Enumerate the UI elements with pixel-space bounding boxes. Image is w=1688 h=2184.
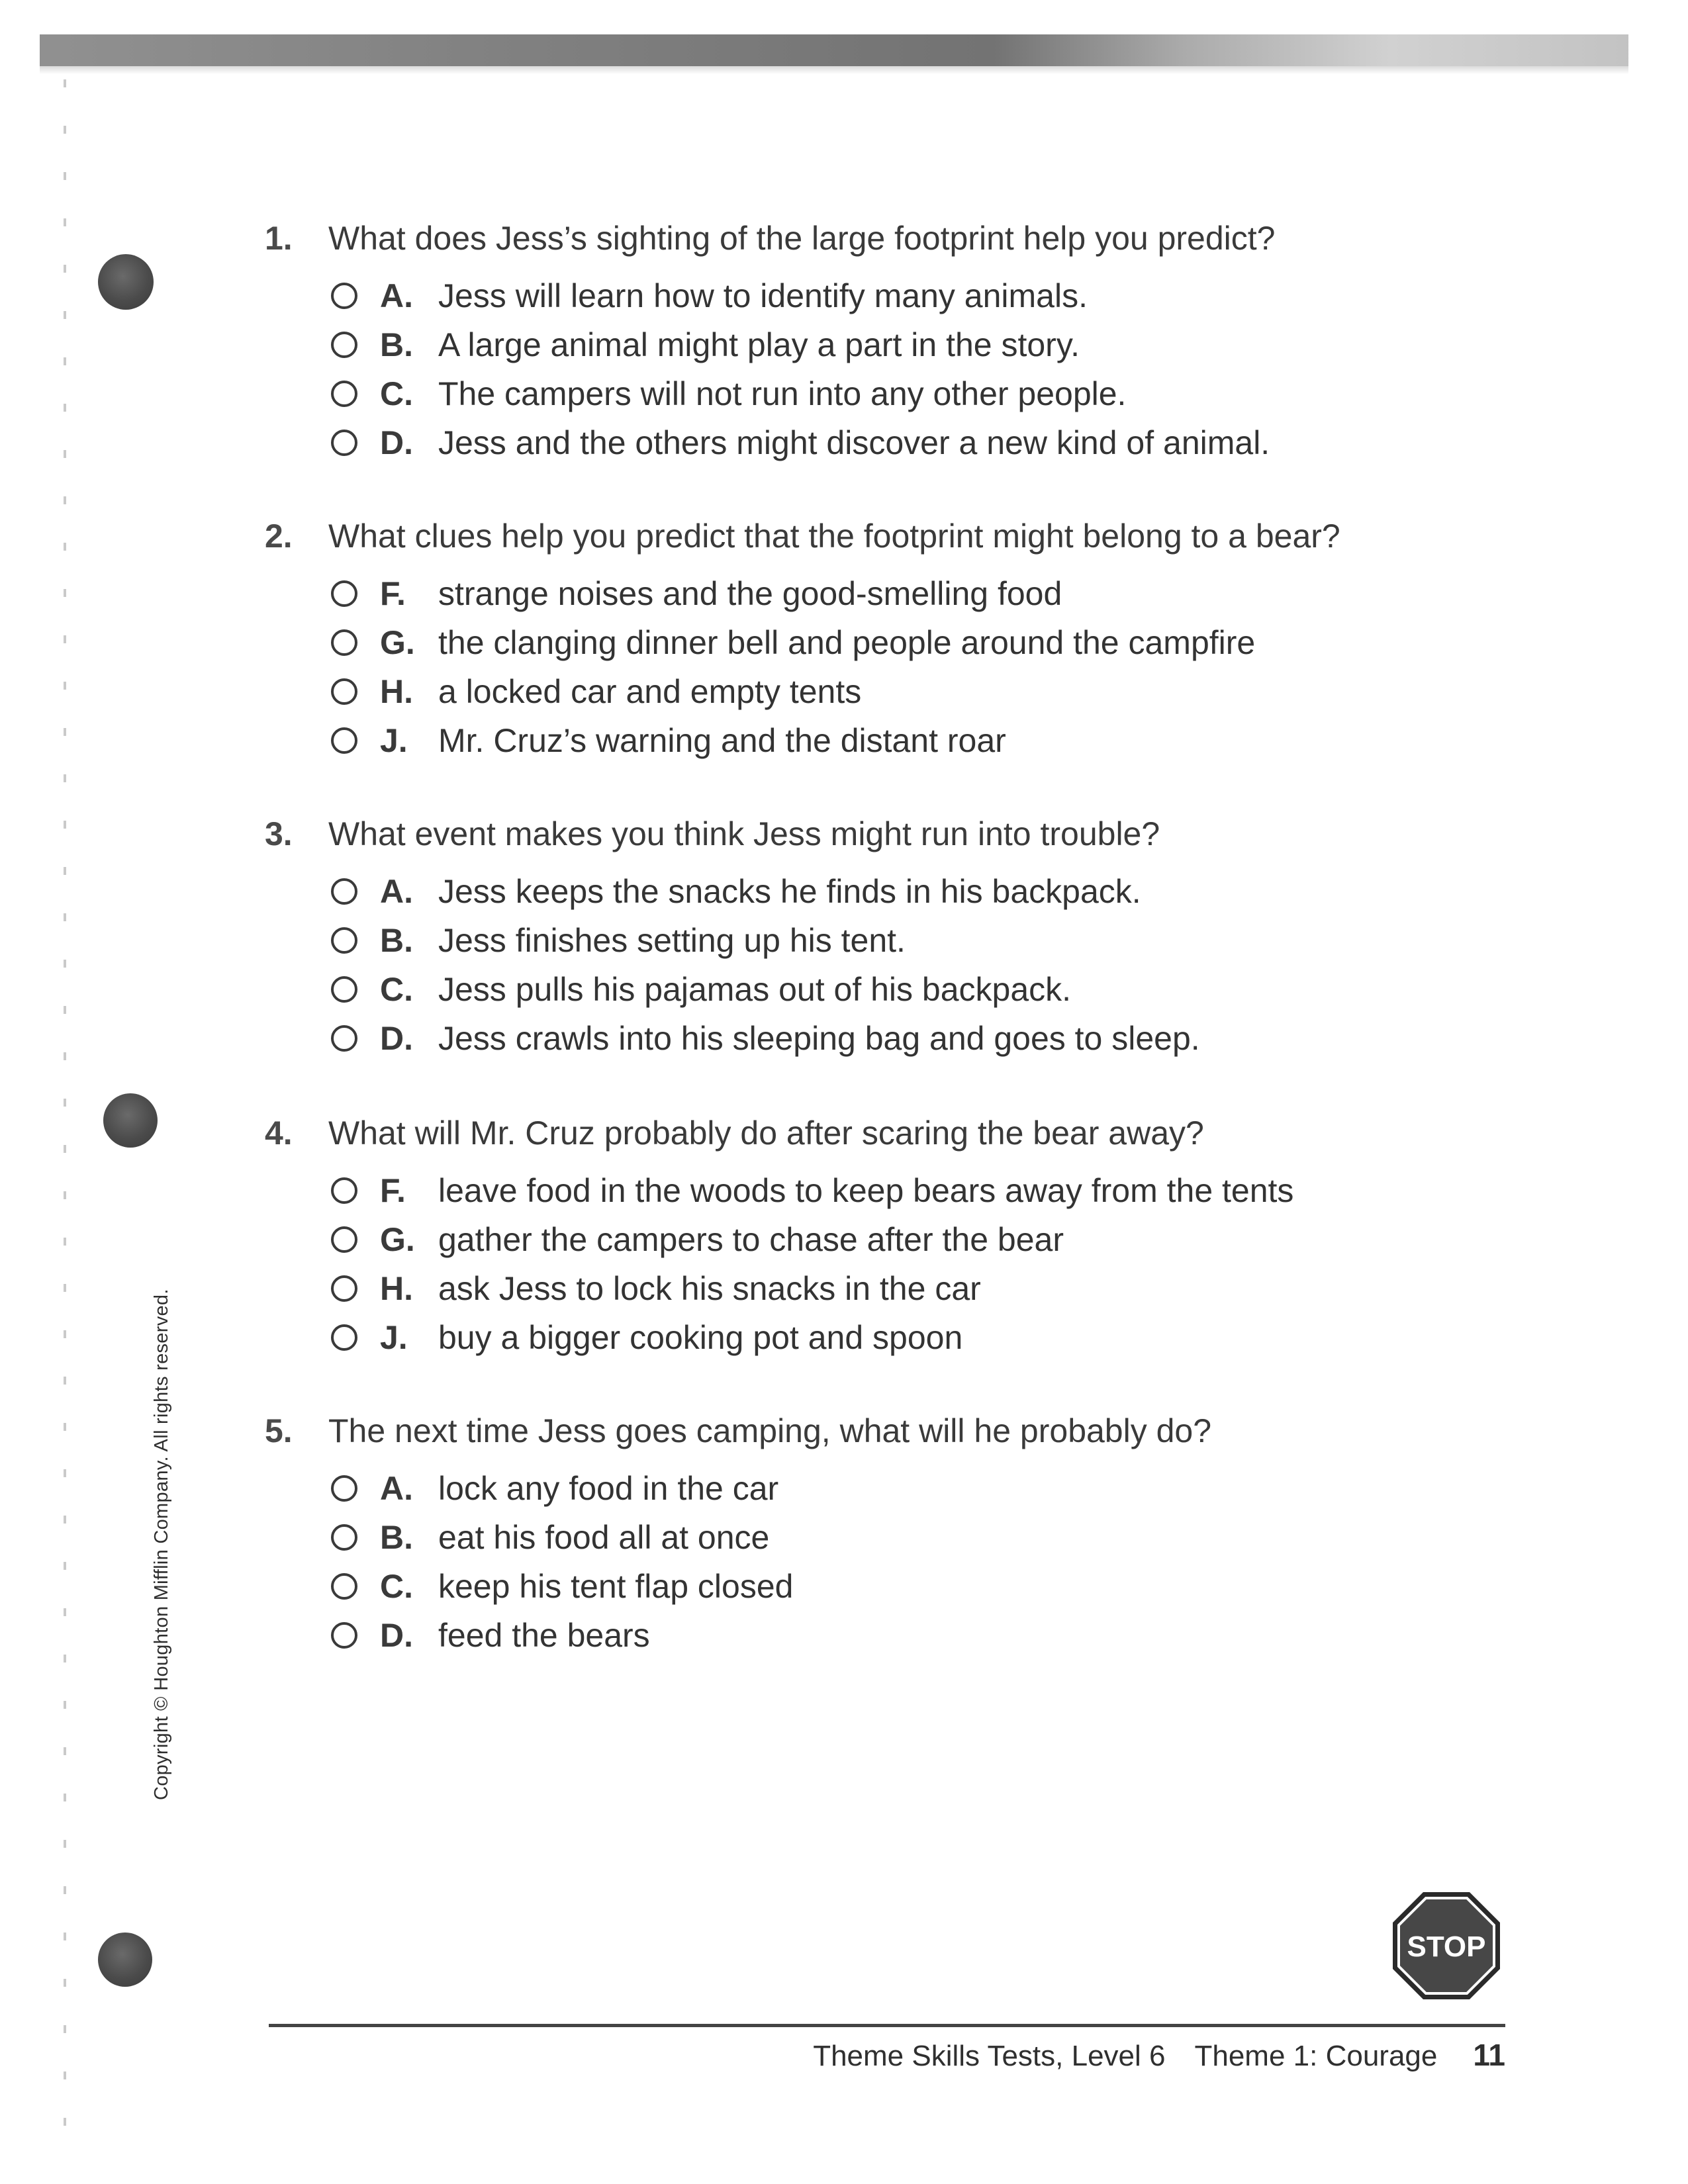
copyright-notice: Copyright © Houghton Mifflin Company. All rights reserved. — [151, 1289, 172, 1800]
answer-option-3b[interactable] — [331, 916, 1523, 965]
question-text: The next time Jess goes camping, what will he probably do? — [328, 1412, 1212, 1449]
answer-bubble[interactable] — [331, 927, 357, 954]
binder-hole-top — [98, 254, 154, 310]
option-text: buy a bigger cooking pot and spoon — [438, 1319, 963, 1356]
page-footer — [813, 2037, 1505, 2073]
answer-option-1a[interactable] — [331, 271, 1523, 320]
answer-option-3c[interactable] — [331, 965, 1523, 1014]
footer-series-title: Theme Skills Tests, Level 6 — [813, 2040, 1166, 2072]
option-text: Jess will learn how to identify many animals. — [438, 277, 1088, 314]
option-letter: G. — [380, 624, 415, 661]
option-letter: C. — [380, 1568, 413, 1605]
answer-bubble[interactable] — [331, 1475, 357, 1502]
binder-hole-bottom — [98, 1933, 152, 1987]
answer-bubble[interactable] — [331, 1622, 357, 1649]
question-1 — [265, 218, 1523, 467]
answer-bubble[interactable] — [331, 976, 357, 1003]
option-text: Mr. Cruz’s warning and the distant roar — [438, 722, 1006, 759]
answer-bubble[interactable] — [331, 381, 357, 407]
answer-options — [265, 1464, 1523, 1660]
answer-option-1c[interactable] — [331, 369, 1523, 418]
question-number: 2. — [265, 518, 293, 555]
option-text: leave food in the woods to keep bears away from the tents — [438, 1172, 1294, 1209]
scan-edge-marks — [64, 79, 66, 2158]
answer-bubble[interactable] — [331, 332, 357, 358]
question-number: 4. — [265, 1115, 293, 1152]
answer-option-4g[interactable] — [331, 1215, 1523, 1264]
answer-bubble[interactable] — [331, 283, 357, 309]
answer-options — [265, 867, 1523, 1063]
question-text: What will Mr. Cruz probably do after scaring the bear away? — [328, 1115, 1204, 1152]
option-text: The campers will not run into any other people. — [438, 375, 1127, 412]
option-text: Jess finishes setting up his tent. — [438, 922, 906, 959]
option-letter: A. — [380, 873, 413, 910]
option-letter: J. — [380, 722, 408, 759]
question-3-stem — [265, 814, 1523, 854]
answer-option-1d[interactable] — [331, 418, 1523, 467]
answer-option-3d[interactable] — [331, 1014, 1523, 1063]
question-5 — [265, 1411, 1523, 1660]
option-letter: D. — [380, 424, 413, 461]
page-number: 11 — [1473, 2038, 1505, 2072]
option-text: lock any food in the car — [438, 1470, 779, 1507]
option-text: A large animal might play a part in the story. — [438, 326, 1080, 363]
option-letter: F. — [380, 1172, 406, 1209]
option-text: Jess pulls his pajamas out of his backpack. — [438, 971, 1072, 1008]
answer-bubble[interactable] — [331, 1524, 357, 1551]
answer-bubble[interactable] — [331, 678, 357, 705]
answer-bubble[interactable] — [331, 629, 357, 656]
answer-options — [265, 1166, 1523, 1362]
question-3 — [265, 814, 1523, 1063]
answer-bubble[interactable] — [331, 727, 357, 754]
binder-hole-middle — [103, 1093, 158, 1148]
question-4-stem — [265, 1113, 1523, 1153]
footer-theme-title: Theme 1: Courage — [1194, 2040, 1438, 2072]
option-letter: B. — [380, 922, 413, 959]
answer-options — [265, 271, 1523, 467]
question-2-stem — [265, 516, 1523, 556]
answer-option-5a[interactable] — [331, 1464, 1523, 1513]
option-text: the clanging dinner bell and people around the campfire — [438, 624, 1256, 661]
option-text: keep his tent flap closed — [438, 1568, 794, 1605]
answer-bubble[interactable] — [331, 1025, 357, 1052]
option-text: gather the campers to chase after the bear — [438, 1221, 1064, 1258]
answer-option-5c[interactable] — [331, 1562, 1523, 1611]
option-text: Jess and the others might discover a new kind of animal. — [438, 424, 1270, 461]
option-letter: H. — [380, 673, 413, 710]
option-text: ask Jess to lock his snacks in the car — [438, 1270, 981, 1307]
question-number: 5. — [265, 1412, 293, 1449]
answer-option-2g[interactable] — [331, 618, 1523, 667]
option-letter: D. — [380, 1617, 413, 1654]
stop-sign-icon — [1390, 1889, 1503, 2002]
question-1-stem — [265, 218, 1523, 258]
stop-sign-label: STOP — [1407, 1931, 1486, 1963]
answer-option-1b[interactable] — [331, 320, 1523, 369]
question-text: What clues help you predict that the footprint might belong to a bear? — [328, 518, 1340, 555]
option-letter: C. — [380, 971, 413, 1008]
answer-option-4f[interactable] — [331, 1166, 1523, 1215]
option-text: Jess crawls into his sleeping bag and goes to sleep. — [438, 1020, 1200, 1057]
answer-option-2h[interactable] — [331, 667, 1523, 716]
option-letter: J. — [380, 1319, 408, 1356]
question-number: 3. — [265, 815, 293, 852]
answer-bubble[interactable] — [331, 1226, 357, 1253]
option-text: eat his food all at once — [438, 1519, 770, 1556]
scan-top-band-shadow — [40, 66, 1628, 74]
option-text: feed the bears — [438, 1617, 650, 1654]
question-2 — [265, 516, 1523, 765]
answer-bubble[interactable] — [331, 430, 357, 456]
option-letter: B. — [380, 326, 413, 363]
answer-option-2f[interactable] — [331, 569, 1523, 618]
answer-options — [265, 569, 1523, 765]
question-text: What event makes you think Jess might run into trouble? — [328, 815, 1160, 852]
answer-bubble[interactable] — [331, 878, 357, 905]
answer-bubble[interactable] — [331, 580, 357, 607]
answer-option-5b[interactable] — [331, 1513, 1523, 1562]
answer-bubble[interactable] — [331, 1573, 357, 1600]
option-letter: F. — [380, 575, 406, 612]
question-number: 1. — [265, 220, 293, 257]
option-text: Jess keeps the snacks he finds in his backpack. — [438, 873, 1141, 910]
option-letter: A. — [380, 277, 413, 314]
option-text: strange noises and the good-smelling food — [438, 575, 1062, 612]
answer-option-2j[interactable] — [331, 716, 1523, 765]
answer-option-4h[interactable] — [331, 1264, 1523, 1313]
option-text: a locked car and empty tents — [438, 673, 862, 710]
answer-bubble[interactable] — [331, 1275, 357, 1302]
scan-top-band — [40, 34, 1628, 66]
question-5-stem — [265, 1411, 1523, 1451]
option-letter: B. — [380, 1519, 413, 1556]
option-letter: G. — [380, 1221, 415, 1258]
answer-option-3a[interactable] — [331, 867, 1523, 916]
question-text: What does Jess’s sighting of the large footprint help you predict? — [328, 220, 1276, 257]
answer-option-4j[interactable] — [331, 1313, 1523, 1362]
question-4 — [265, 1113, 1523, 1362]
answer-bubble[interactable] — [331, 1177, 357, 1204]
option-letter: H. — [380, 1270, 413, 1307]
answer-option-5d[interactable] — [331, 1611, 1523, 1660]
option-letter: A. — [380, 1470, 413, 1507]
footer-rule — [269, 2024, 1505, 2027]
option-letter: D. — [380, 1020, 413, 1057]
answer-bubble[interactable] — [331, 1324, 357, 1351]
option-letter: C. — [380, 375, 413, 412]
